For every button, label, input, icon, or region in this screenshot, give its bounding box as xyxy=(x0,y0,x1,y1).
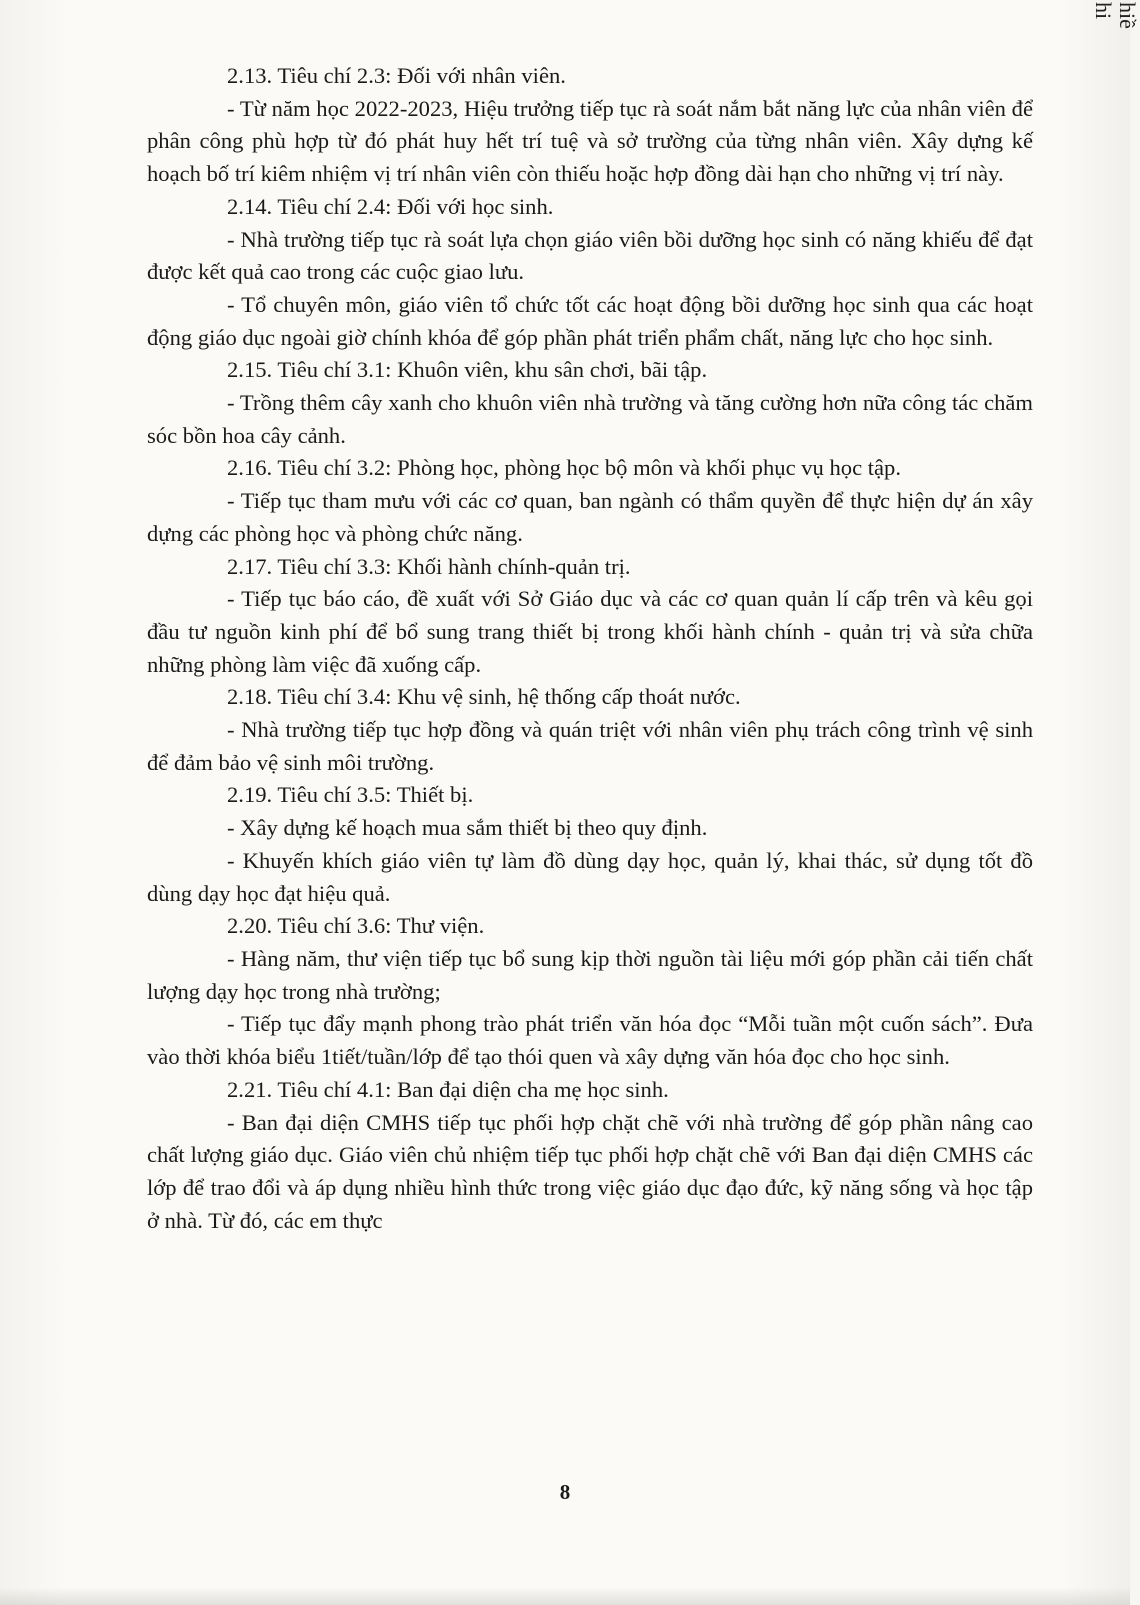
body-text xyxy=(147,60,1033,1237)
section-heading-2-15: 2.15. Tiêu chí 3.1: Khuôn viên, khu sân chơi, bãi tập. xyxy=(227,357,708,383)
paragraph: - Ban đại diện CMHS tiếp tục phối hợp chặt chẽ với nhà trường để góp phần nâng cao chất lượng giáo dục. Giáo viên chủ nhiệm tiếp tục phối hợp chặt chẽ với Ban đại diện CMHS các lớp để trao đổi và áp dụng nhiều hình thức trong việc giáo dục đạo đức, kỹ năng sống và học tập ở nhà. Từ đó, các em thực xyxy=(147,1109,1033,1233)
section-heading-2-14: 2.14. Tiêu chí 2.4: Đối với học sinh. xyxy=(227,193,554,219)
paragraph: - Hàng năm, thư viện tiếp tục bổ sung kịp thời nguồn tài liệu mới góp phần cải tiến chất lượng dạy học trong nhà trường; xyxy=(147,945,1033,1004)
scan-bottom-edge xyxy=(0,1587,1130,1605)
paragraph: - Khuyến khích giáo viên tự làm đồ dùng dạy học, quản lý, khai thác, sử dụng tốt đồ dùng dạy học đạt hiệu quả. xyxy=(147,847,1033,906)
section-heading-2-19: 2.19. Tiêu chí 3.5: Thiết bị. xyxy=(227,782,474,808)
page-number: 8 xyxy=(559,1480,571,1504)
paragraph: - Tiếp tục đẩy mạnh phong trào phát triển văn hóa đọc “Mỗi tuần một cuốn sách”. Đưa vào thời khóa biểu 1tiết/tuần/lớp để tạo thói quen và xây dựng văn hóa đọc cho học sinh. xyxy=(147,1011,1033,1070)
section-heading-2-20: 2.20. Tiêu chí 3.6: Thư viện. xyxy=(227,913,485,939)
paragraph: - Tiếp tục tham mưu với các cơ quan, ban ngành có thẩm quyền để thực hiện dự án xây dựng các phòng học và phòng chức năng. xyxy=(147,488,1033,546)
paragraph: - Nhà trường tiếp tục hợp đồng và quán triệt với nhân viên phụ trách công trình vệ sinh để đảm bảo vệ sinh môi trường. xyxy=(147,717,1033,775)
paragraph: - Nhà trường tiếp tục rà soát lựa chọn giáo viên bồi dưỡng học sinh có năng khiếu để đạt được kết quả cao trong các cuộc giao lưu. xyxy=(147,226,1033,285)
section-heading-2-17: 2.17. Tiêu chí 3.3: Khối hành chính-quản trị. xyxy=(227,553,631,579)
margin-handwritten-note xyxy=(1066,0,1140,60)
section-heading-2-18: 2.18. Tiêu chí 3.4: Khu vệ sinh, hệ thống cấp thoát nước. xyxy=(227,684,741,710)
paragraph: - Tổ chuyên môn, giáo viên tổ chức tốt các hoạt động bồi dưỡng học sinh qua các hoạt động giáo dục ngoài giờ chính khóa để góp phần phát triển phẩm chất, năng lực cho học sinh. xyxy=(147,291,1033,350)
section-heading-2-16: 2.16. Tiêu chí 3.2: Phòng học, phòng học bộ môn và khối phục vụ học tập. xyxy=(227,455,902,481)
section-heading-2-21: 2.21. Tiêu chí 4.1: Ban đại diện cha mẹ học sinh. xyxy=(227,1076,669,1102)
paragraph: - Từ năm học 2022-2023, Hiệu trưởng tiếp tục rà soát nắm bắt năng lực của nhân viên để phân công phù hợp từ đó phát huy hết trí tuệ và sở trường của từng nhân viên. Xây dựng kế hoạch bố trí kiêm nhiệm vị trí nhân viên còn thiếu hoặc hợp đồng dài hạn cho những vị trí này. xyxy=(147,95,1033,187)
paragraph: - Trồng thêm cây xanh cho khuôn viên nhà trường và tăng cường hơn nữa công tác chăm sóc bồn hoa cây cảnh. xyxy=(147,390,1033,448)
paragraph: - Tiếp tục báo cáo, đề xuất với Sở Giáo dục và các cơ quan quản lí cấp trên và kêu gọi đầu tư nguồn kinh phí để bổ sung trang thiết bị trong khối hành chính - quản trị và sửa chữa những phòng làm việc đã xuống cấp. xyxy=(147,586,1033,677)
paragraph: - Xây dựng kế hoạch mua sắm thiết bị theo quy định. xyxy=(227,815,708,841)
section-heading-2-13: 2.13. Tiêu chí 2.3: Đối với nhân viên. xyxy=(227,63,566,88)
margin-note-line-1: hi xyxy=(1091,2,1116,20)
margin-note-line-2: hiề xyxy=(1115,2,1140,29)
